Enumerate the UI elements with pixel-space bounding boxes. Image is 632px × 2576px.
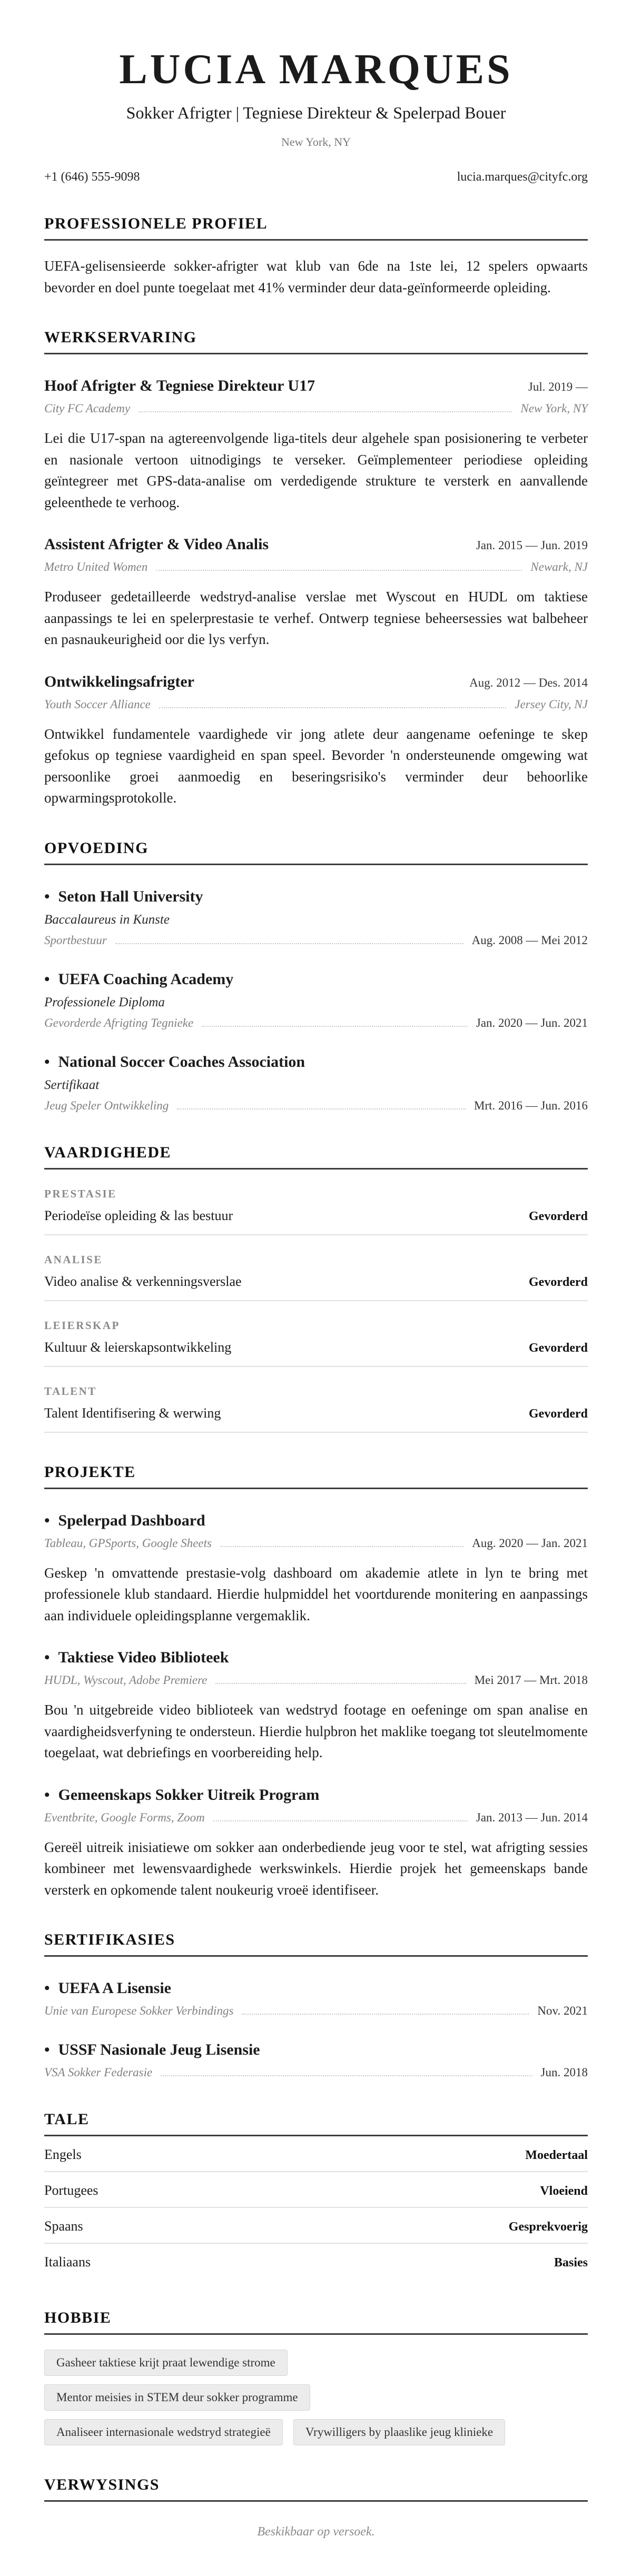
hobby-tag-row [44, 2419, 588, 2445]
project-name: • Spelerpad Dashboard [44, 1511, 588, 1530]
language-level: Gesprekvoerig [508, 2220, 588, 2234]
language-level: Moedertaal [525, 2148, 588, 2162]
dotted-leader [161, 2075, 532, 2076]
location-text: New York, NY [281, 135, 351, 148]
project-entry [44, 1511, 588, 1627]
skill-group [44, 1385, 588, 1433]
job-location: New York, NY [520, 402, 588, 415]
project-description: Gereël uitreik inisiatiewe om sokker aan onderbediende jeug voor te stel, wat afrigting sessies kombineer met lewensvaardighede werkswinkels. Hierdie projek het gemeenskaps bande versterk en opkomende talent noukeurig vroeë identifiseer. [44, 1839, 588, 1898]
job-location: Newark, NJ [530, 560, 588, 573]
work-entry-head [44, 377, 588, 395]
certification-name: • USSF Nasionale Jeug Lisensie [44, 2040, 588, 2059]
project-subhead [44, 1673, 588, 1688]
profile-text: UEFA-gelisensieerde sokker-afrigter wat klub van 6de na 1ste lei, 12 spelers opwaarts bevorder en doel punte toegelaat met 41% verminder deur data-geïnformeerde opleiding. [44, 258, 588, 295]
job-title: Hoof Afrigter & Tegniese Direkteur U17 [44, 377, 315, 394]
education-entry [44, 970, 588, 1031]
certification-date: Nov. 2021 [537, 2004, 588, 2017]
section-references [44, 2476, 588, 2539]
job-title: Ontwikkelingsafrigter [44, 672, 194, 690]
school-name: • Seton Hall University [44, 887, 588, 906]
hobby-tag: Mentor meisies in STEM deur sokker programme [44, 2384, 310, 2411]
skill-category-label: PRESTASIE [44, 1187, 117, 1200]
project-entry [44, 1648, 588, 1763]
skill-row [44, 1274, 588, 1301]
language-row [44, 2172, 588, 2208]
project-description: Geskep 'n omvattende prestasie-volg dashboard om akademie atlete in lyn te bring met professionele klub standaard. Hierdie hulpmiddel het voortdurende monitering en aanpassings aan individuele opleidingsplanne vergemaklik. [44, 1564, 588, 1623]
language-name: Spaans [44, 2218, 83, 2234]
project-subhead [44, 1537, 588, 1551]
section-projects [44, 1463, 588, 1901]
skill-level: Gevorderd [529, 1341, 588, 1355]
dotted-leader [177, 1108, 466, 1109]
dotted-leader [220, 1546, 463, 1547]
dotted-leader [215, 1683, 466, 1684]
dotted-leader [202, 1026, 468, 1027]
education-dates: Mrt. 2016 — Jun. 2016 [474, 1098, 588, 1112]
language-row [44, 2208, 588, 2244]
skill-row [44, 1208, 588, 1235]
section-title-projects: PROJEKTE [44, 1463, 588, 1489]
work-entry-subhead [44, 698, 588, 712]
section-title-languages: TALE [44, 2111, 588, 2136]
work-entry [44, 672, 588, 809]
skill-group [44, 1187, 588, 1235]
education-subhead [44, 1016, 588, 1031]
skill-category-label: ANALISE [44, 1253, 103, 1266]
job-dates: Jul. 2019 — [528, 380, 588, 393]
company-name: City FC Academy [44, 402, 131, 415]
work-entry-head [44, 672, 588, 691]
hobby-tag: Gasheer taktiese krijt praat lewendige strome [44, 2350, 288, 2376]
job-location: Jersey City, NJ [515, 697, 588, 711]
work-entry-subhead [44, 402, 588, 416]
company-name: Youth Soccer Alliance [44, 697, 151, 711]
project-dates: Aug. 2020 — Jan. 2021 [472, 1536, 588, 1550]
skill-name: Talent Identifisering & werwing [44, 1405, 221, 1421]
hobby-tag: Analiseer internasionale wedstryd strategieë [44, 2419, 283, 2445]
education-entry [44, 887, 588, 948]
certification-subhead [44, 2004, 588, 2018]
job-description: Produseer gedetailleerde wedstryd-analise verslae met Wyscout en HUDL om taktiese aanpassings te lei en spelerprestasie te verhef. Ontwerp tegniese beheersessies wat balbeheer en pasnaukeurigheid oor die lys verfyn. [44, 589, 588, 647]
education-dates: Aug. 2008 — Mei 2012 [471, 933, 588, 947]
degree-name: Professionele Diploma [44, 995, 165, 1009]
phone-text: +1 (646) 555-9098 [44, 170, 140, 184]
certification-subhead [44, 2066, 588, 2080]
company-name: Metro United Women [44, 560, 148, 573]
section-title-profile: PROFESSIONELE PROFIEL [44, 215, 588, 241]
hobby-tag-row [44, 2384, 588, 2411]
work-entry [44, 377, 588, 513]
field-name: Sportbestuur [44, 933, 107, 947]
hobby-tags [44, 2350, 588, 2445]
language-level: Basies [554, 2256, 588, 2270]
language-name: Engels [44, 2147, 82, 2162]
job-dates: Jan. 2015 — Jun. 2019 [476, 539, 588, 552]
degree-name: Sertifikaat [44, 1077, 100, 1092]
job-description: Ontwikkel fundamentele vaardighede vir jong atlete deur aangename oefeninge te skep gefokus op tegniese vaardigheid en span speel. Bevorder 'n ondersteunende omgewing wat persoonlike groei aanmoedig en beseringsrisiko's verminder deur behoorlike opwarmingsprotokolle. [44, 726, 588, 806]
section-profile [44, 215, 588, 298]
school-name: • National Soccer Coaches Association [44, 1053, 588, 1072]
language-row [44, 2244, 588, 2278]
skill-level: Gevorderd [529, 1406, 588, 1421]
skill-level: Gevorderd [529, 1275, 588, 1289]
skill-name: Video analise & verkenningsverslae [44, 1273, 242, 1289]
skill-level: Gevorderd [529, 1209, 588, 1223]
resume-header [44, 48, 588, 184]
certification-entry [44, 2040, 588, 2080]
language-name: Portugees [44, 2183, 98, 2198]
job-title: Assistent Afrigter & Video Analis [44, 536, 269, 553]
email-text: lucia.marques@cityfc.org [457, 170, 588, 184]
certification-issuer: Unie van Europese Sokker Verbindings [44, 2004, 234, 2017]
work-entry-head [44, 535, 588, 554]
project-name: • Gemeenskaps Sokker Uitreik Program [44, 1786, 588, 1805]
skill-name: Periodeïse opleiding & las bestuur [44, 1207, 233, 1223]
section-languages [44, 2111, 588, 2278]
dotted-leader [213, 1820, 468, 1821]
project-tools: Tableau, GPSports, Google Sheets [44, 1536, 212, 1550]
education-dates: Jan. 2020 — Jun. 2021 [476, 1016, 588, 1029]
dotted-leader [139, 411, 512, 412]
hobby-tag-row [44, 2350, 588, 2376]
section-title-work: WERKSERVARING [44, 329, 588, 354]
work-entry [44, 535, 588, 650]
project-tools: Eventbrite, Google Forms, Zoom [44, 1810, 205, 1824]
skill-group [44, 1319, 588, 1367]
section-title-hobbies: HOBBIE [44, 2309, 588, 2335]
education-subhead [44, 1099, 588, 1113]
project-name: • Taktiese Video Biblioteek [44, 1648, 588, 1667]
hobby-tag: Vrywilligers by plaaslike jeug klinieke [293, 2419, 505, 2445]
section-title-education: OPVOEDING [44, 839, 588, 865]
dotted-leader [156, 570, 522, 571]
field-name: Gevorderde Afrigting Tegnieke [44, 1016, 194, 1029]
skill-name: Kultuur & leierskapsontwikkeling [44, 1339, 232, 1355]
section-education [44, 839, 588, 1113]
section-work [44, 329, 588, 809]
references-text: Beskikbaar op versoek. [257, 2525, 375, 2539]
skill-category-label: TALENT [44, 1384, 97, 1398]
job-description: Lei die U17-span na agtereenvolgende liga-titels deur algehele span posisionering te verbeter en nasionale vertoon uitnodigings te verseker. Geïmplementeer periodiese opleiding geïntegreer met GPS-data-analise om verdedigende strukture te versterk en aanvallende geleenthede te verhoog. [44, 430, 588, 510]
section-hobbies [44, 2309, 588, 2445]
certification-entry [44, 1979, 588, 2018]
project-dates: Jan. 2013 — Jun. 2014 [476, 1810, 588, 1824]
school-name: • UEFA Coaching Academy [44, 970, 588, 989]
certification-issuer: VSA Sokker Federasie [44, 2066, 153, 2079]
skill-row [44, 1405, 588, 1433]
section-skills [44, 1144, 588, 1433]
work-entry-subhead [44, 560, 588, 574]
project-entry [44, 1786, 588, 1901]
certification-name: • UEFA A Lisensie [44, 1979, 588, 1998]
language-level: Vloeiend [540, 2184, 588, 2198]
skill-group [44, 1253, 588, 1301]
project-dates: Mei 2017 — Mrt. 2018 [474, 1673, 588, 1687]
language-row [44, 2136, 588, 2172]
job-dates: Aug. 2012 — Des. 2014 [469, 676, 588, 689]
education-entry [44, 1053, 588, 1113]
resume-name: LUCIA MARQUES [119, 46, 513, 93]
section-title-skills: VAARDIGHEDE [44, 1144, 588, 1170]
skill-row [44, 1340, 588, 1367]
section-certifications [44, 1931, 588, 2080]
language-name: Italiaans [44, 2254, 91, 2270]
certification-date: Jun. 2018 [540, 2066, 588, 2079]
project-subhead [44, 1811, 588, 1825]
dotted-leader [159, 707, 507, 708]
contact-row [44, 170, 588, 184]
field-name: Jeug Speler Ontwikkeling [44, 1098, 169, 1112]
project-tools: HUDL, Wyscout, Adobe Premiere [44, 1673, 208, 1687]
section-title-certifications: SERTIFIKASIES [44, 1931, 588, 1957]
section-title-references: VERWYSINGS [44, 2476, 588, 2502]
dotted-leader [242, 2014, 529, 2015]
project-description: Bou 'n uitgebreide video biblioteek van wedstryd footage en oefeninge om span analise en vaardigheidsverfyning te ondersteun. Hierdie hulpbron het maklike toegang tot sleutelmomente toegelaat, wat debriefings en voorbereiding help. [44, 1702, 588, 1760]
skill-category-label: LEIERSKAP [44, 1319, 120, 1332]
dotted-leader [115, 943, 463, 944]
degree-name: Baccalaureus in Kunste [44, 912, 170, 927]
education-subhead [44, 934, 588, 948]
resume-subtitle: Sokker Afrigter | Tegniese Direkteur & Spelerpad Bouer [126, 103, 506, 122]
